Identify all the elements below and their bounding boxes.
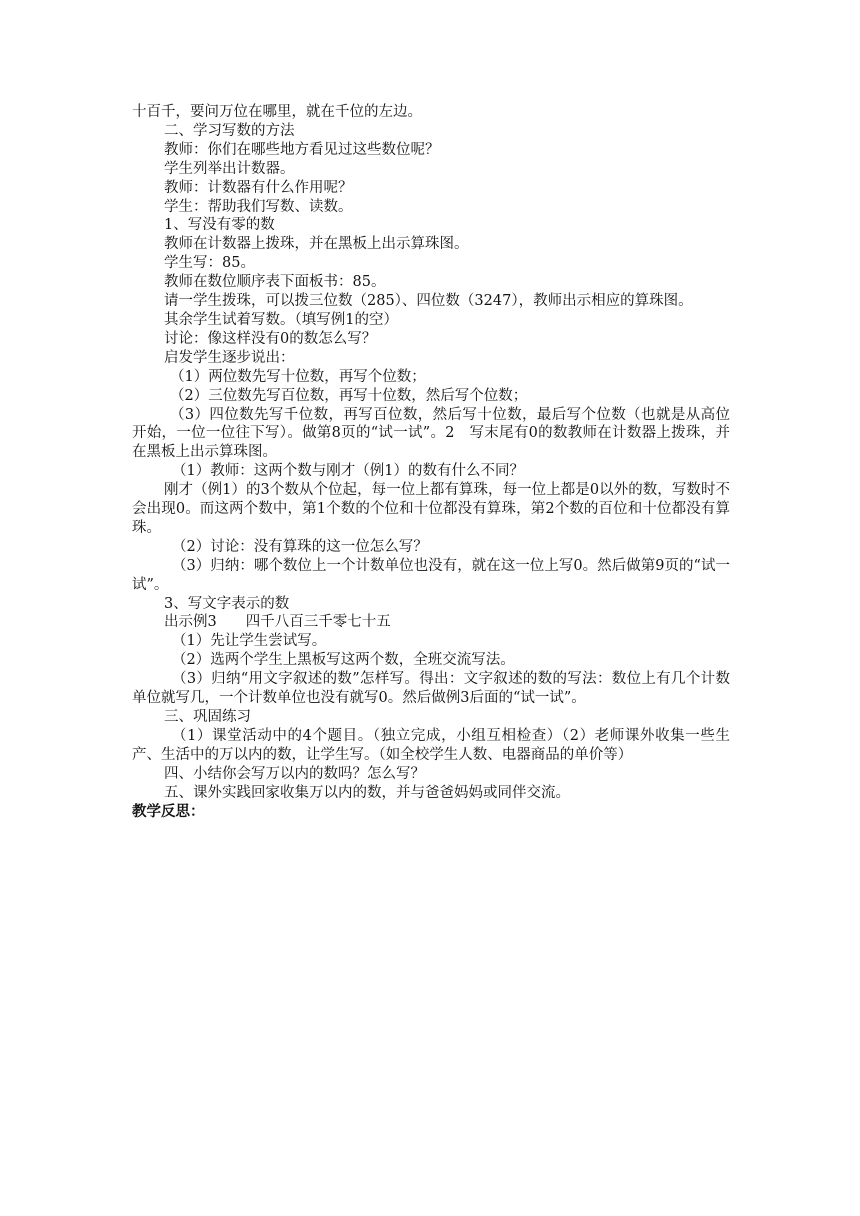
paragraph: 其余学生试着写数。（填写例1的空） <box>164 311 398 328</box>
paragraph: 学生写：85。 <box>164 255 255 272</box>
paragraph: 学生：帮助我们写数、读数。 <box>164 198 353 215</box>
list-item: （3）归纳：哪个数位上一个计数单位也没有，就在这一位上写0。然后做第9页的“试一试”。 <box>132 557 730 593</box>
section-heading: 三、巩固练习 <box>164 709 251 725</box>
list-item: （1）教师：这两个数与刚才（例1）的数有什么不同？ <box>172 463 524 480</box>
list-item: （3）归纳“用文字叙述的数”怎样写。得出：文字叙述的数的写法：数位上有几个计数单位就写几，一个计数单位也没有就写0。然后做例3后面的“试一试”。 <box>132 671 730 707</box>
paragraph: 教师在计数器上拨珠，并在黑板上出示算珠图。 <box>164 236 469 253</box>
paragraph: 教师在数位顺序表下面板书：85。 <box>164 274 386 291</box>
list-item: （1）先让学生尝试写。 <box>172 633 327 650</box>
list-item: （1）课堂活动中的4个题目。（独立完成，小组互相检查）（2）老师课外收集一些生产、生活中的万以内的数，让学生写。（如全校学生人数、电器商品的单价等） <box>132 727 730 763</box>
list-item: （2）三位数先写百位数，再写十位数，然后写个位数； <box>170 387 528 404</box>
list-item: （1）两位数先写十位数，再写个位数； <box>170 368 426 385</box>
list-item: （2）选两个学生上黑板写这两个数，全班交流写法。 <box>172 652 515 669</box>
section-heading: 二、学习写数的方法 <box>164 122 295 139</box>
paragraph: 学生列举出计数器。 <box>164 160 295 177</box>
list-item: （3）四位数先写千位数，再写百位数，然后写十位数，最后写个位数（也就是从高位开始，一位一位往下写）。做第8页的“试一试”。2 写末尾有0的数教师在计数器上拨珠，并在黑板上出示算珠图。 <box>132 406 730 461</box>
paragraph: 出示例3 四千八百三千零七十五 <box>164 614 391 631</box>
document-body <box>132 103 730 821</box>
section-heading: 五、课外实践回家收集万以内的数，并与爸爸妈妈或同伴交流。 <box>164 784 570 801</box>
section-heading: 四、小结你会写万以内的数吗？怎么写？ <box>164 765 425 782</box>
list-item: （2）讨论：没有算珠的这一位怎么写？ <box>172 538 428 555</box>
subsection-heading: 3、写文字表示的数 <box>164 595 290 612</box>
reflection-heading: 教学反思： <box>132 803 205 820</box>
paragraph: 十百千，要问万位在哪里，就在千位的左边。 <box>132 104 422 120</box>
paragraph: 请一学生拨珠，可以拨三位数（285）、四位数（3247），教师出示相应的算珠图。 <box>164 293 693 310</box>
paragraph: 刚才（例1）的3个数从个位起，每一位上都有算珠，每一位上都是0以外的数，写数时不会出现0。而这两个数中，第1个数的个位和十位都没有算珠，第2个数的百位和十位都没有算珠。 <box>132 482 730 536</box>
paragraph: 启发学生逐步说出： <box>164 349 295 366</box>
paragraph: 教师：你们在哪些地方看见过这些数位呢？ <box>164 141 440 158</box>
subsection-heading: 1、写没有零的数 <box>164 217 275 234</box>
paragraph: 讨论：像这样没有0的数怎么写？ <box>164 330 377 347</box>
paragraph: 教师：计数器有什么作用呢？ <box>164 179 353 196</box>
